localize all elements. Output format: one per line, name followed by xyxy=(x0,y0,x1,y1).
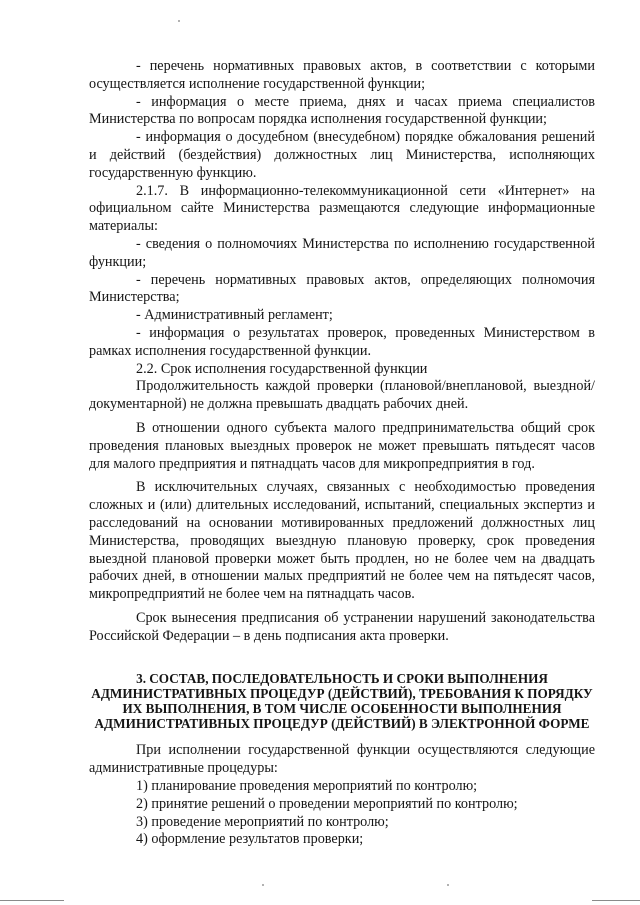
section-heading-line: АДМИНИСТРАТИВНЫХ ПРОЦЕДУР (ДЕЙСТВИЙ) В ЭЛЕКТРОННОЙ ФОРМЕ xyxy=(94,716,590,732)
section-heading xyxy=(89,671,595,732)
list-item: 2) принятие решений о проведении мероприятий по контролю; xyxy=(136,795,518,812)
paragraph: В исключительных случаях, связанных с необходимостью проведения сложных и (или) длительных исследований, испытаний, специальных экспертиз и расследований на основании мотивированных предложений должностных лиц Министерства, проводящих выездную плановую проверку, срок проведения выездной плановой проверки может быть продлен, но не более чем на двадцать рабочих дней, в отношении малых предприятий не более чем на пятьдесят часов, микропредприятий не более чем на пятнадцать часов. xyxy=(89,479,595,603)
section-heading-line: АДМИНИСТРАТИВНЫХ ПРОЦЕДУР (ДЕЙСТВИЙ), ТРЕБОВАНИЯ К ПОРЯДКУ xyxy=(91,685,593,701)
paragraph: - информация о месте приема, днях и часах приема специалистов Министерства по вопросам порядка исполнения государственной функции; xyxy=(89,93,595,128)
scan-speck xyxy=(447,884,449,886)
scan-edge-mark xyxy=(592,900,640,901)
paragraph: В отношении одного субъекта малого предпринимательства общий срок проведения плановых выездных проверок не может превышать пятьдесят часов для малого предприятия и пятнадцать часов для микропредприятия в год. xyxy=(89,419,595,472)
paragraph: При исполнении государственной функции осуществляются следующие административные процедуры: xyxy=(89,742,595,777)
list-item: 4) оформление результатов проверки; xyxy=(136,831,364,848)
paragraph: Продолжительность каждой проверки (плановой/внеплановой, выездной/документарной) не должна превышать двадцать рабочих дней. xyxy=(89,378,595,413)
scan-speck xyxy=(262,884,264,886)
list-item: 1) планирование проведения мероприятий по контролю; xyxy=(136,777,478,794)
paragraph: - информация о досудебном (внесудебном) порядке обжалования решений и действий (бездействия) должностных лиц Министерства, исполняющих государственную функцию. xyxy=(89,129,595,181)
paragraph: - информация о результатах проверок, проведенных Министерством в рамках исполнения государственной функции. xyxy=(89,324,595,359)
paragraph: - перечень нормативных правовых актов, определяющих полномочия Министерства; xyxy=(89,271,595,306)
list-item: 3) проведение мероприятий по контролю; xyxy=(136,813,389,830)
paragraph: Срок вынесения предписания об устранении нарушений законодательства Российской Федерации – в день подписания акта проверки. xyxy=(89,609,595,644)
paragraph: 2.1.7. В информационно-телекоммуникационной сети «Интернет» на официальном сайте Министерства размещаются следующие информационные материалы: xyxy=(89,182,595,235)
section-heading-line: 3. СОСТАВ, ПОСЛЕДОВАТЕЛЬНОСТЬ И СРОКИ ВЫПОЛНЕНИЯ xyxy=(136,670,548,686)
subsection-title: 2.2. Срок исполнения государственной функции xyxy=(136,360,428,377)
section-heading-line: ИХ ВЫПОЛНЕНИЯ, В ТОМ ЧИСЛЕ ОСОБЕННОСТИ ВЫПОЛНЕНИЯ xyxy=(122,700,562,716)
document-body xyxy=(89,58,595,849)
paragraph: - Административный регламент; xyxy=(136,307,333,324)
paragraph: - перечень нормативных правовых актов, в соответствии с которыми осуществляется исполнение государственной функции; xyxy=(89,58,595,92)
scan-speck xyxy=(178,20,180,22)
paragraph: - сведения о полномочиях Министерства по исполнению государственной функции; xyxy=(89,235,595,270)
scan-edge-mark xyxy=(0,900,64,901)
